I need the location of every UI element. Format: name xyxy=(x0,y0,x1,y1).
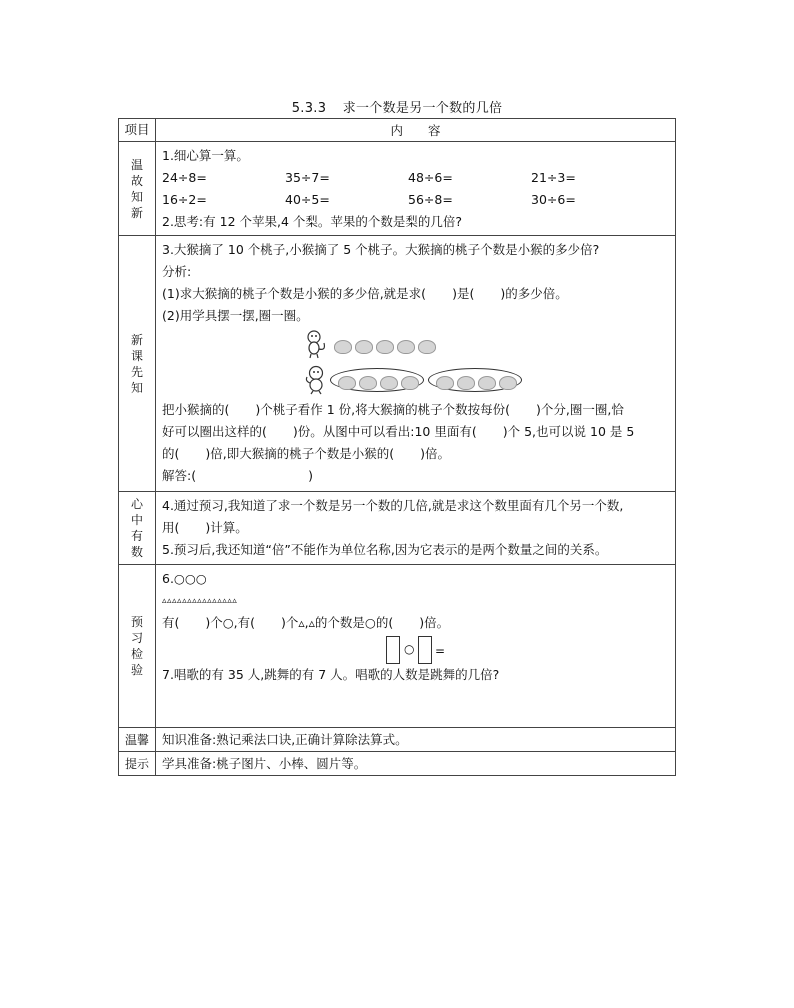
big-monkey-peach-group-2 xyxy=(436,374,520,390)
calc-item: 56÷8= xyxy=(408,192,453,207)
header-row xyxy=(119,119,676,142)
analysis-label: 分析: xyxy=(162,264,192,279)
check-content xyxy=(156,565,676,728)
fill-line-3: 的( )倍,即大猴摘的桃子个数是小猴的( )倍。 xyxy=(162,446,451,461)
peach-icon xyxy=(436,376,454,390)
q5-text: 5.预习后,我还知道“倍”不能作为单位名称,因为它表示的是两个数量之间的关系。 xyxy=(162,542,608,557)
answer-box xyxy=(418,636,432,664)
answer-box xyxy=(386,636,400,664)
small-monkey-icon xyxy=(304,329,328,359)
check-section xyxy=(119,565,676,728)
peach-icon xyxy=(499,376,517,390)
calc-item: 16÷2= xyxy=(162,192,207,207)
page-title xyxy=(118,97,676,116)
big-monkey-icon xyxy=(304,365,328,395)
mind-section xyxy=(119,492,676,565)
header-item: 项目 xyxy=(119,119,156,142)
peach-icon xyxy=(355,340,373,354)
peach-icon xyxy=(338,376,356,390)
mind-content xyxy=(156,492,676,565)
big-monkey-peach-group-1 xyxy=(338,374,422,390)
calc-item: 30÷6= xyxy=(531,192,576,207)
calc-row-1 xyxy=(162,167,669,189)
peach-icon xyxy=(359,376,377,390)
lesson-number: 5.3.3 xyxy=(291,101,327,116)
check-label: 预习检验 xyxy=(119,565,156,728)
calc-item: 40÷5= xyxy=(285,192,330,207)
worksheet-table xyxy=(118,118,676,776)
lesson-title: 求一个数是另一个数的几倍 xyxy=(342,101,503,116)
small-monkey-peach-group xyxy=(334,338,439,354)
preview-section xyxy=(119,236,676,492)
calc-item: 35÷7= xyxy=(285,170,330,185)
small-monkey-peaches xyxy=(162,327,669,363)
equals-sign: = xyxy=(435,644,446,658)
calc-item: 21÷3= xyxy=(531,170,576,185)
peach-icon xyxy=(401,376,419,390)
q7-text: 7.唱歌的有 35 人,跳舞的有 7 人。唱歌的人数是跳舞的几倍? xyxy=(162,667,500,682)
analysis-part-1: (1)求大猴摘的桃子个数是小猴的多少倍,就是求( )是( )的多少倍。 xyxy=(162,286,568,301)
peach-icon xyxy=(418,340,436,354)
tips-label-1: 温馨 xyxy=(119,728,156,752)
analysis-part-2: (2)用学具摆一摆,圈一圈。 xyxy=(162,308,309,323)
review-section xyxy=(119,142,676,236)
peach-icon xyxy=(376,340,394,354)
preview-content xyxy=(156,236,676,492)
operator-circle: ○ xyxy=(404,642,415,656)
q6-fill: 有( )个○,有( )个▵,▵的个数是○的( )倍。 xyxy=(162,615,450,630)
review-label: 温故知新 xyxy=(119,142,156,236)
calc-item: 48÷6= xyxy=(408,170,453,185)
q1-text: 1.细心算一算。 xyxy=(162,148,249,163)
peach-icon xyxy=(397,340,415,354)
big-monkey-peaches xyxy=(162,363,669,399)
preview-label: 新课先知 xyxy=(119,236,156,492)
answer-line: 解答:( ) xyxy=(162,468,313,483)
calc-item: 24÷8= xyxy=(162,170,207,185)
q6-triangles: ▵▵▵▵▵▵▵▵▵▵▵▵▵▵▵ xyxy=(162,596,238,606)
q2-text: 2.思考:有 12 个苹果,4 个梨。苹果的个数是梨的几倍? xyxy=(162,214,463,229)
header-content: 内 容 xyxy=(156,119,676,142)
tip-1: 知识准备:熟记乘法口诀,正确计算除法算式。 xyxy=(156,728,676,752)
tips-row-2 xyxy=(119,752,676,776)
tip-2: 学具准备:桃子图片、小棒、圆片等。 xyxy=(156,752,676,776)
mind-label: 心中有数 xyxy=(119,492,156,565)
tips-label-2: 提示 xyxy=(119,752,156,776)
peach-icon xyxy=(478,376,496,390)
peach-icon xyxy=(334,340,352,354)
q6-circles: 6.○○○ xyxy=(162,571,207,586)
q4-line-1: 4.通过预习,我知道了求一个数是另一个数的几倍,就是求这个数里面有几个另一个数, xyxy=(162,498,624,513)
q6-equation xyxy=(162,634,669,664)
fill-line-2: 好可以圈出这样的( )份。从图中可以看出:10 里面有( )个 5,也可以说 10 是 5 xyxy=(162,424,635,439)
q3-text: 3.大猴摘了 10 个桃子,小猴摘了 5 个桃子。大猴摘的桃子个数是小猴的多少倍? xyxy=(162,242,600,257)
peach-icon xyxy=(380,376,398,390)
fill-line-1: 把小猴摘的( )个桃子看作 1 份,将大猴摘的桃子个数按每份( )个分,圈一圈,恰 xyxy=(162,402,624,417)
q4-line-2: 用( )计算。 xyxy=(162,520,248,535)
tips-row-1 xyxy=(119,728,676,752)
peach-icon xyxy=(457,376,475,390)
calc-row-2 xyxy=(162,189,669,211)
review-content xyxy=(156,142,676,236)
